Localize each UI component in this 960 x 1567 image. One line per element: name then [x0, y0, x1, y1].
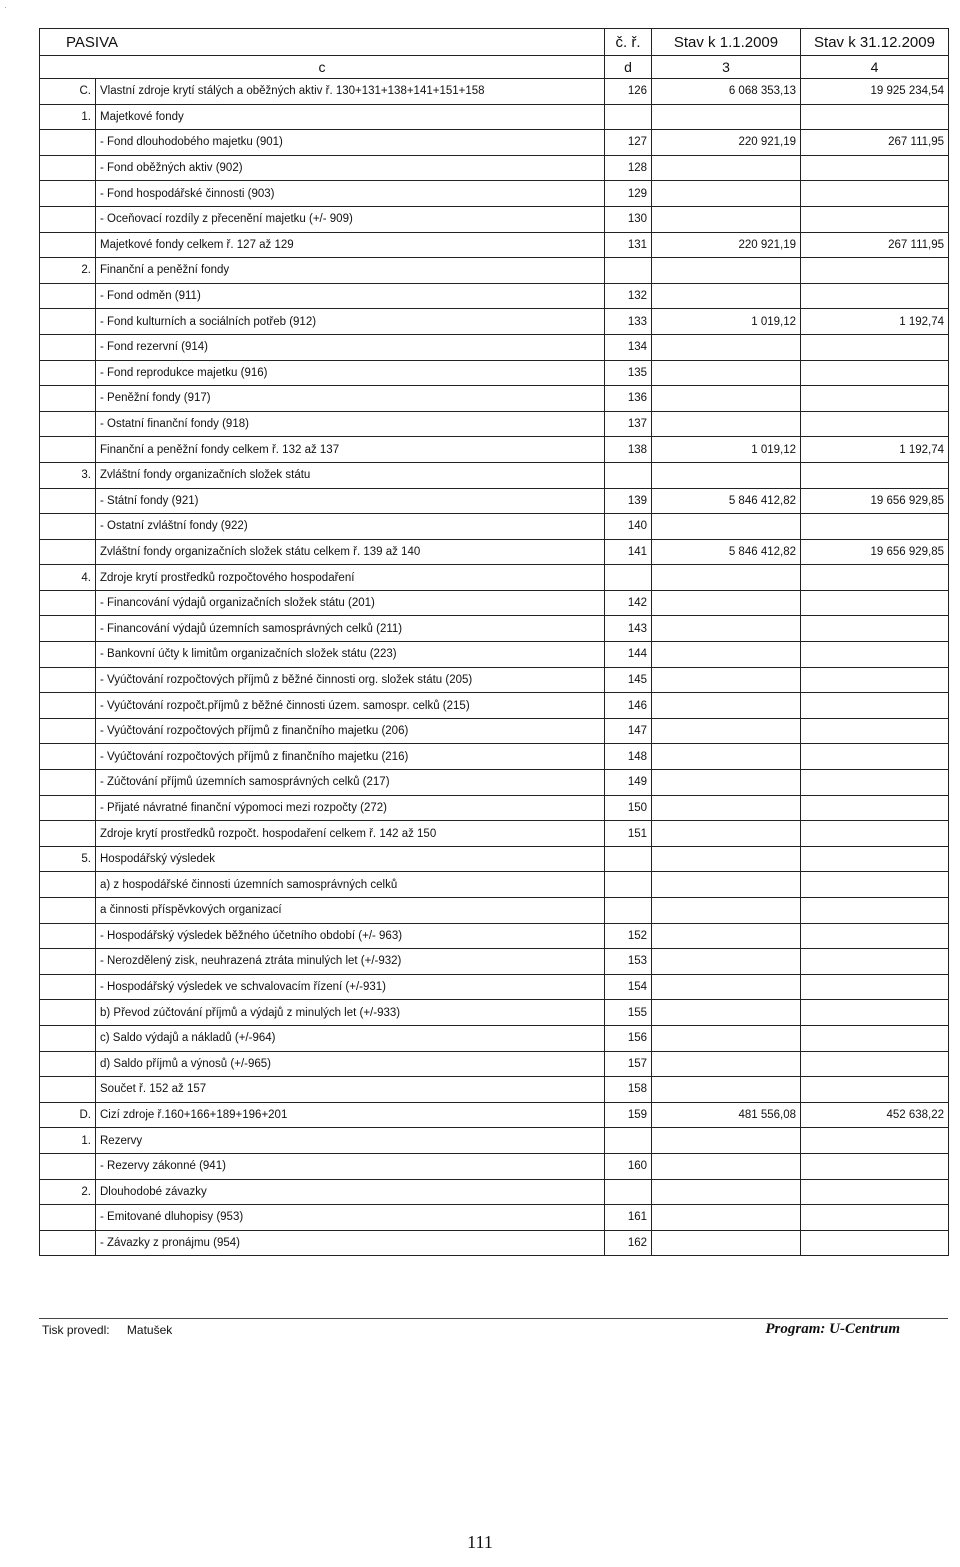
row-value-end: [801, 642, 949, 668]
table-row: [40, 667, 949, 693]
subheader-row: [40, 56, 949, 79]
row-index: [40, 1000, 96, 1026]
row-code: 154: [605, 974, 652, 1000]
row-code: 158: [605, 1077, 652, 1103]
row-value-start: [652, 898, 801, 924]
row-code: 147: [605, 718, 652, 744]
row-code: 143: [605, 616, 652, 642]
row-value-start: 481 556,08: [652, 1102, 801, 1128]
row-value-end: 19 656 929,85: [801, 539, 949, 565]
row-code: [605, 258, 652, 284]
table-row: [40, 770, 949, 796]
footer-rule: [39, 1318, 948, 1319]
row-label: c) Saldo výdajů a nákladů (+/-964): [96, 1025, 605, 1051]
row-label: Zdroje krytí prostředků rozpočt. hospodaření celkem ř. 142 až 150: [96, 821, 605, 847]
row-label: - Emitované dluhopisy (953): [96, 1205, 605, 1231]
row-value-start: [652, 770, 801, 796]
row-code: 148: [605, 744, 652, 770]
row-label: - Financování výdajů územních samosprávných celků (211): [96, 616, 605, 642]
row-value-start: [652, 1179, 801, 1205]
table-row: [40, 1230, 949, 1256]
row-index: [40, 309, 96, 335]
header-start: Stav k 1.1.2009: [652, 29, 801, 56]
row-value-start: [652, 1025, 801, 1051]
row-index: [40, 795, 96, 821]
row-index: [40, 1077, 96, 1103]
table-row: [40, 488, 949, 514]
table-row: [40, 1179, 949, 1205]
row-code: 142: [605, 590, 652, 616]
row-label: - Rezervy zákonné (941): [96, 1153, 605, 1179]
table-row: [40, 1025, 949, 1051]
table-row: [40, 386, 949, 412]
row-value-start: [652, 974, 801, 1000]
row-value-start: [652, 667, 801, 693]
row-label: b) Převod zúčtování příjmů a výdajů z minulých let (+/-933): [96, 1000, 605, 1026]
row-label: - Vyúčtování rozpočtových příjmů z finančního majetku (216): [96, 744, 605, 770]
row-value-start: [652, 821, 801, 847]
row-code: 135: [605, 360, 652, 386]
table-title: PASIVA: [40, 29, 605, 56]
row-value-end: 19 656 929,85: [801, 488, 949, 514]
row-code: 160: [605, 1153, 652, 1179]
row-value-start: [652, 949, 801, 975]
table-row: [40, 79, 949, 105]
row-label: - Vyúčtování rozpočtových příjmů z běžné činnosti org. složek státu (205): [96, 667, 605, 693]
row-value-start: [652, 1077, 801, 1103]
printed-by-name: Matušek: [126, 1323, 173, 1337]
row-index: [40, 642, 96, 668]
row-value-start: [652, 411, 801, 437]
header-end: Stav k 31.12.2009: [801, 29, 949, 56]
row-value-start: [652, 462, 801, 488]
row-code: [605, 462, 652, 488]
table-row: [40, 130, 949, 156]
row-code: 138: [605, 437, 652, 463]
row-code: 132: [605, 283, 652, 309]
subheader-text: c: [40, 56, 605, 79]
table-row: [40, 1102, 949, 1128]
row-index: [40, 693, 96, 719]
row-index: [40, 360, 96, 386]
row-label: - Vyúčtování rozpočt.příjmů z běžné činnosti územ. samospr. celků (215): [96, 693, 605, 719]
balance-sheet-table: [39, 28, 949, 1256]
row-label: Zdroje krytí prostředků rozpočtového hospodaření: [96, 565, 605, 591]
row-code: 144: [605, 642, 652, 668]
row-value-start: [652, 181, 801, 207]
row-index: [40, 488, 96, 514]
table-body: [40, 79, 949, 1256]
row-code: 159: [605, 1102, 652, 1128]
row-value-start: 5 846 412,82: [652, 539, 801, 565]
table-row: [40, 821, 949, 847]
row-index: [40, 514, 96, 540]
row-value-end: [801, 1000, 949, 1026]
row-code: 139: [605, 488, 652, 514]
row-value-end: 452 638,22: [801, 1102, 949, 1128]
table-row: [40, 616, 949, 642]
table-row: [40, 1205, 949, 1231]
row-code: 153: [605, 949, 652, 975]
row-value-start: [652, 104, 801, 130]
table-row: [40, 565, 949, 591]
row-code: 131: [605, 232, 652, 258]
row-value-start: [652, 590, 801, 616]
row-value-end: [801, 565, 949, 591]
row-code: 162: [605, 1230, 652, 1256]
row-value-end: [801, 795, 949, 821]
row-label: - Fond hospodářské činnosti (903): [96, 181, 605, 207]
row-label: - Nerozdělený zisk, neuhrazená ztráta minulých let (+/-932): [96, 949, 605, 975]
row-label: Vlastní zdroje krytí stálých a oběžných aktiv ř. 130+131+138+141+151+158: [96, 79, 605, 105]
row-value-start: 6 068 353,13: [652, 79, 801, 105]
row-value-start: [652, 283, 801, 309]
row-label: Majetkové fondy celkem ř. 127 až 129: [96, 232, 605, 258]
table-row: [40, 744, 949, 770]
table-row: [40, 1000, 949, 1026]
row-label: Součet ř. 152 až 157: [96, 1077, 605, 1103]
row-index: [40, 1153, 96, 1179]
row-code: 150: [605, 795, 652, 821]
row-label: d) Saldo příjmů a výnosů (+/-965): [96, 1051, 605, 1077]
row-label: Finanční a peněžní fondy: [96, 258, 605, 284]
row-value-start: 1 019,12: [652, 309, 801, 335]
row-value-start: [652, 846, 801, 872]
row-value-start: [652, 744, 801, 770]
row-value-start: [652, 923, 801, 949]
row-label: - Hospodářský výsledek běžného účetního období (+/- 963): [96, 923, 605, 949]
row-value-start: 5 846 412,82: [652, 488, 801, 514]
row-label: Zvláštní fondy organizačních složek státu: [96, 462, 605, 488]
row-index: 3.: [40, 462, 96, 488]
row-value-start: [652, 258, 801, 284]
row-value-end: [801, 1230, 949, 1256]
row-index: [40, 770, 96, 796]
table-row: [40, 1128, 949, 1154]
row-value-end: [801, 949, 949, 975]
row-code: 156: [605, 1025, 652, 1051]
row-label: - Financování výdajů organizačních složek státu (201): [96, 590, 605, 616]
row-index: [40, 386, 96, 412]
row-value-end: [801, 1077, 949, 1103]
row-index: [40, 334, 96, 360]
row-value-start: [652, 693, 801, 719]
row-code: 146: [605, 693, 652, 719]
row-value-end: [801, 206, 949, 232]
table-row: [40, 718, 949, 744]
table-row: [40, 974, 949, 1000]
row-value-end: [801, 693, 949, 719]
row-code: 149: [605, 770, 652, 796]
row-value-end: [801, 1025, 949, 1051]
row-label: Zvláštní fondy organizačních složek státu celkem ř. 139 až 140: [96, 539, 605, 565]
row-label: Rezervy: [96, 1128, 605, 1154]
row-label: - Fond oběžných aktiv (902): [96, 155, 605, 181]
row-code: 151: [605, 821, 652, 847]
row-index: C.: [40, 79, 96, 105]
row-code: [605, 565, 652, 591]
table-row: [40, 949, 949, 975]
table-row: [40, 1077, 949, 1103]
row-value-end: [801, 744, 949, 770]
row-value-start: [652, 1205, 801, 1231]
table-row: [40, 309, 949, 335]
row-label: - Bankovní účty k limitům organizačních složek státu (223): [96, 642, 605, 668]
row-index: [40, 181, 96, 207]
row-label: - Státní fondy (921): [96, 488, 605, 514]
row-index: [40, 616, 96, 642]
row-label: a) z hospodářské činnosti územních samosprávných celků: [96, 872, 605, 898]
row-value-end: [801, 283, 949, 309]
row-label: - Zúčtování příjmů územních samosprávných celků (217): [96, 770, 605, 796]
header-row: [40, 29, 949, 56]
row-code: 133: [605, 309, 652, 335]
row-label: - Ostatní finanční fondy (918): [96, 411, 605, 437]
row-label: - Vyúčtování rozpočtových příjmů z finančního majetku (206): [96, 718, 605, 744]
row-value-end: [801, 667, 949, 693]
row-code: [605, 1179, 652, 1205]
row-value-end: [801, 181, 949, 207]
row-index: D.: [40, 1102, 96, 1128]
table-row: [40, 539, 949, 565]
table-row: [40, 590, 949, 616]
row-value-end: [801, 718, 949, 744]
row-value-end: [801, 590, 949, 616]
row-index: 2.: [40, 1179, 96, 1205]
program-name: Program: U-Centrum: [765, 1321, 900, 1337]
table-row: [40, 1051, 949, 1077]
row-value-start: [652, 1230, 801, 1256]
row-value-end: [801, 386, 949, 412]
table-row: [40, 283, 949, 309]
row-code: 161: [605, 1205, 652, 1231]
row-value-end: [801, 898, 949, 924]
row-index: [40, 437, 96, 463]
row-value-end: [801, 462, 949, 488]
row-value-end: [801, 821, 949, 847]
row-label: - Hospodářský výsledek ve schvalovacím řízení (+/-931): [96, 974, 605, 1000]
row-code: [605, 104, 652, 130]
table-row: [40, 898, 949, 924]
row-index: [40, 283, 96, 309]
row-index: 5.: [40, 846, 96, 872]
table-row: [40, 462, 949, 488]
row-index: 4.: [40, 565, 96, 591]
table-row: [40, 155, 949, 181]
table-row: [40, 104, 949, 130]
row-index: [40, 1025, 96, 1051]
row-value-end: [801, 923, 949, 949]
row-value-end: 267 111,95: [801, 232, 949, 258]
row-value-end: [801, 360, 949, 386]
row-value-start: [652, 206, 801, 232]
row-value-start: [652, 1128, 801, 1154]
row-index: [40, 590, 96, 616]
row-index: [40, 206, 96, 232]
table-row: [40, 514, 949, 540]
row-value-end: 19 925 234,54: [801, 79, 949, 105]
row-value-start: [652, 642, 801, 668]
printed-by-label: Tisk provedl:: [42, 1323, 110, 1337]
row-value-end: [801, 104, 949, 130]
table-row: [40, 923, 949, 949]
row-value-start: [652, 565, 801, 591]
page-number: 111: [467, 1532, 493, 1552]
row-code: 126: [605, 79, 652, 105]
row-label: - Přijaté návratné finanční výpomoci mezi rozpočty (272): [96, 795, 605, 821]
row-code: 136: [605, 386, 652, 412]
row-value-end: 1 192,74: [801, 437, 949, 463]
table-row: [40, 846, 949, 872]
row-value-end: [801, 411, 949, 437]
row-value-start: [652, 872, 801, 898]
row-value-start: [652, 1051, 801, 1077]
row-code: 141: [605, 539, 652, 565]
row-value-start: 220 921,19: [652, 232, 801, 258]
row-label: - Fond reprodukce majetku (916): [96, 360, 605, 386]
table-row: [40, 206, 949, 232]
row-code: [605, 846, 652, 872]
row-code: 137: [605, 411, 652, 437]
row-index: 1.: [40, 1128, 96, 1154]
row-value-start: [652, 795, 801, 821]
row-label: Hospodářský výsledek: [96, 846, 605, 872]
row-code: [605, 872, 652, 898]
subheader-start: 3: [652, 56, 801, 79]
row-label: - Oceňovací rozdíly z přecenění majetku (+/- 909): [96, 206, 605, 232]
row-label: Cizí zdroje ř.160+166+189+196+201: [96, 1102, 605, 1128]
row-value-end: [801, 155, 949, 181]
printed-by: [42, 1323, 186, 1337]
table-row: [40, 693, 949, 719]
row-label: - Ostatní zvláštní fondy (922): [96, 514, 605, 540]
row-code: 134: [605, 334, 652, 360]
table-row: [40, 258, 949, 284]
row-value-start: [652, 514, 801, 540]
row-value-start: [652, 360, 801, 386]
row-value-end: [801, 514, 949, 540]
table-row: [40, 872, 949, 898]
row-value-start: [652, 1153, 801, 1179]
row-label: - Fond odměn (911): [96, 283, 605, 309]
table-row: [40, 334, 949, 360]
row-index: [40, 898, 96, 924]
row-value-end: 1 192,74: [801, 309, 949, 335]
row-value-end: [801, 1128, 949, 1154]
row-value-end: [801, 1153, 949, 1179]
row-value-end: [801, 616, 949, 642]
subheader-code: d: [605, 56, 652, 79]
row-value-start: [652, 616, 801, 642]
row-label: - Fond kulturních a sociálních potřeb (912): [96, 309, 605, 335]
row-value-end: [801, 1205, 949, 1231]
row-label: Finanční a peněžní fondy celkem ř. 132 až 137: [96, 437, 605, 463]
table-row: [40, 360, 949, 386]
row-value-end: [801, 1179, 949, 1205]
row-value-end: [801, 872, 949, 898]
row-index: [40, 667, 96, 693]
row-value-start: [652, 155, 801, 181]
row-value-end: [801, 1051, 949, 1077]
row-index: [40, 821, 96, 847]
row-index: [40, 155, 96, 181]
table-row: [40, 437, 949, 463]
header-code: č. ř.: [605, 29, 652, 56]
row-value-start: 1 019,12: [652, 437, 801, 463]
row-label: - Fond dlouhodobého majetku (901): [96, 130, 605, 156]
row-value-end: 267 111,95: [801, 130, 949, 156]
table-row: [40, 1153, 949, 1179]
row-value-start: 220 921,19: [652, 130, 801, 156]
row-index: [40, 923, 96, 949]
table-row: [40, 642, 949, 668]
row-index: [40, 232, 96, 258]
row-index: [40, 539, 96, 565]
row-index: [40, 949, 96, 975]
row-value-end: [801, 974, 949, 1000]
row-value-start: [652, 334, 801, 360]
row-index: [40, 744, 96, 770]
row-index: 2.: [40, 258, 96, 284]
row-code: 157: [605, 1051, 652, 1077]
row-index: [40, 1051, 96, 1077]
row-value-start: [652, 1000, 801, 1026]
row-index: [40, 872, 96, 898]
row-index: [40, 1205, 96, 1231]
row-label: a činnosti příspěvkových organizací: [96, 898, 605, 924]
row-index: 1.: [40, 104, 96, 130]
row-code: 127: [605, 130, 652, 156]
row-value-end: [801, 334, 949, 360]
row-code: [605, 898, 652, 924]
row-value-start: [652, 718, 801, 744]
row-value-end: [801, 846, 949, 872]
row-code: 130: [605, 206, 652, 232]
row-code: 152: [605, 923, 652, 949]
row-value-start: [652, 386, 801, 412]
row-index: [40, 1230, 96, 1256]
row-label: Majetkové fondy: [96, 104, 605, 130]
row-code: 155: [605, 1000, 652, 1026]
row-label: - Fond rezervní (914): [96, 334, 605, 360]
table-row: [40, 795, 949, 821]
corner-mark: ·: [4, 2, 7, 12]
row-index: [40, 411, 96, 437]
subheader-end: 4: [801, 56, 949, 79]
row-code: 128: [605, 155, 652, 181]
row-label: Dlouhodobé závazky: [96, 1179, 605, 1205]
row-label: - Závazky z pronájmu (954): [96, 1230, 605, 1256]
table-row: [40, 232, 949, 258]
row-code: [605, 1128, 652, 1154]
row-index: [40, 974, 96, 1000]
table-row: [40, 181, 949, 207]
row-value-end: [801, 770, 949, 796]
row-code: 140: [605, 514, 652, 540]
table-row: [40, 411, 949, 437]
row-index: [40, 130, 96, 156]
row-label: - Peněžní fondy (917): [96, 386, 605, 412]
row-code: 145: [605, 667, 652, 693]
row-value-end: [801, 258, 949, 284]
row-index: [40, 718, 96, 744]
row-code: 129: [605, 181, 652, 207]
